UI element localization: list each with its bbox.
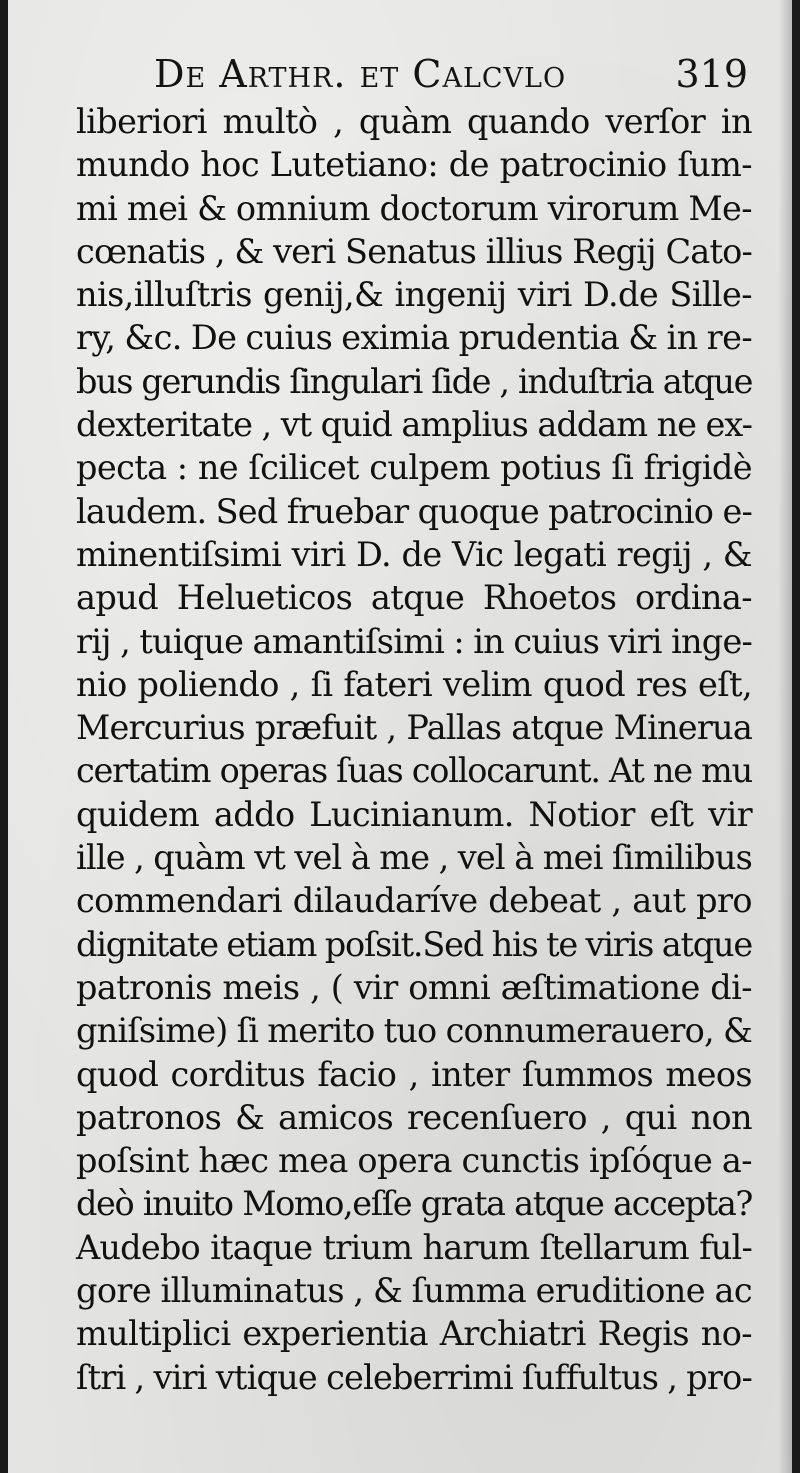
text-line: nis,illuſtris genij,& ingenij viri D.de Sille- xyxy=(76,275,752,315)
text-line: mi mei & omnium doctorum virorum Me- xyxy=(76,188,752,228)
page-header xyxy=(8,50,792,100)
text-line: ſtri , viri vtique celeberrimi ſuffultus , pro- xyxy=(76,1357,752,1397)
text-line: minentiſsimi viri D. de Vic legati regij , & xyxy=(76,534,752,574)
text-line: gore illuminatus , & ſumma eruditione ac xyxy=(76,1271,752,1311)
text-line: ille , quàm vt vel à me , vel à mei ſimilibus xyxy=(76,838,752,878)
running-title: De Arthr. et Calcvlo xyxy=(154,52,567,96)
text-line: rij , tuique amantiſsimi : in cuius viri inge- xyxy=(76,621,752,661)
text-line: patronis meis , ( vir omni æſtimatione di- xyxy=(76,967,752,1007)
text-line: mundo hoc Lutetiano: de patrocinio ſum- xyxy=(76,145,752,185)
text-line: Mercurius præfuit , Pallas atque Minerua xyxy=(76,708,752,748)
text-line: laudem. Sed fruebar quoque patrocinio e- xyxy=(76,491,752,531)
text-line: dignitate etiam poſsit.Sed his te viris atque xyxy=(76,924,752,964)
text-line: quidem addo Lucinianum. Notior eſt vir xyxy=(76,794,752,834)
text-line: Audebo itaque trium harum ſtellarum ful- xyxy=(76,1227,752,1267)
page-edge-shadow xyxy=(778,0,792,1473)
text-line: deò inuito Momo,eſſe grata atque accepta? xyxy=(76,1184,752,1224)
text-line: commendari dilaudaríve debeat , aut pro xyxy=(76,881,752,921)
text-line: ry, &c. De cuius eximia prudentia & in re- xyxy=(76,318,753,358)
text-line: quod corditus facio , inter ſummos meos xyxy=(76,1054,752,1094)
body-text xyxy=(76,100,752,1399)
text-line: certatim operas ſuas collocarunt. At ne mu xyxy=(76,751,752,791)
text-line: apud Helueticos atque Rhoetos ordina- xyxy=(76,578,752,618)
text-line: bus gerundis ſingulari ſide , induſtria atque xyxy=(76,361,752,401)
text-line: dexteritate , vt quid amplius addam ne ex- xyxy=(76,405,752,445)
text-line: multiplici experientia Archiatri Regis no- xyxy=(76,1314,752,1354)
text-line: pecta : ne ſcilicet culpem potius ſi frigidè xyxy=(76,448,752,488)
text-line: liberiori multò , quàm quando verſor in xyxy=(76,102,752,141)
text-line: cœnatis , & veri Senatus illius Regij Cato- xyxy=(76,231,752,271)
text-line: nio poliendo , ſi fateri velim quod res eſt, xyxy=(76,664,752,704)
book-page xyxy=(8,0,792,1473)
text-line: poſsint hæc mea opera cunctis ipſóque a- xyxy=(76,1141,752,1181)
page-number: 319 xyxy=(675,52,748,96)
text-line: gniſsime) ſi merito tuo connumerauero, & xyxy=(76,1011,752,1051)
text-line: patronos & amicos recenſuero , qui non xyxy=(76,1097,752,1137)
